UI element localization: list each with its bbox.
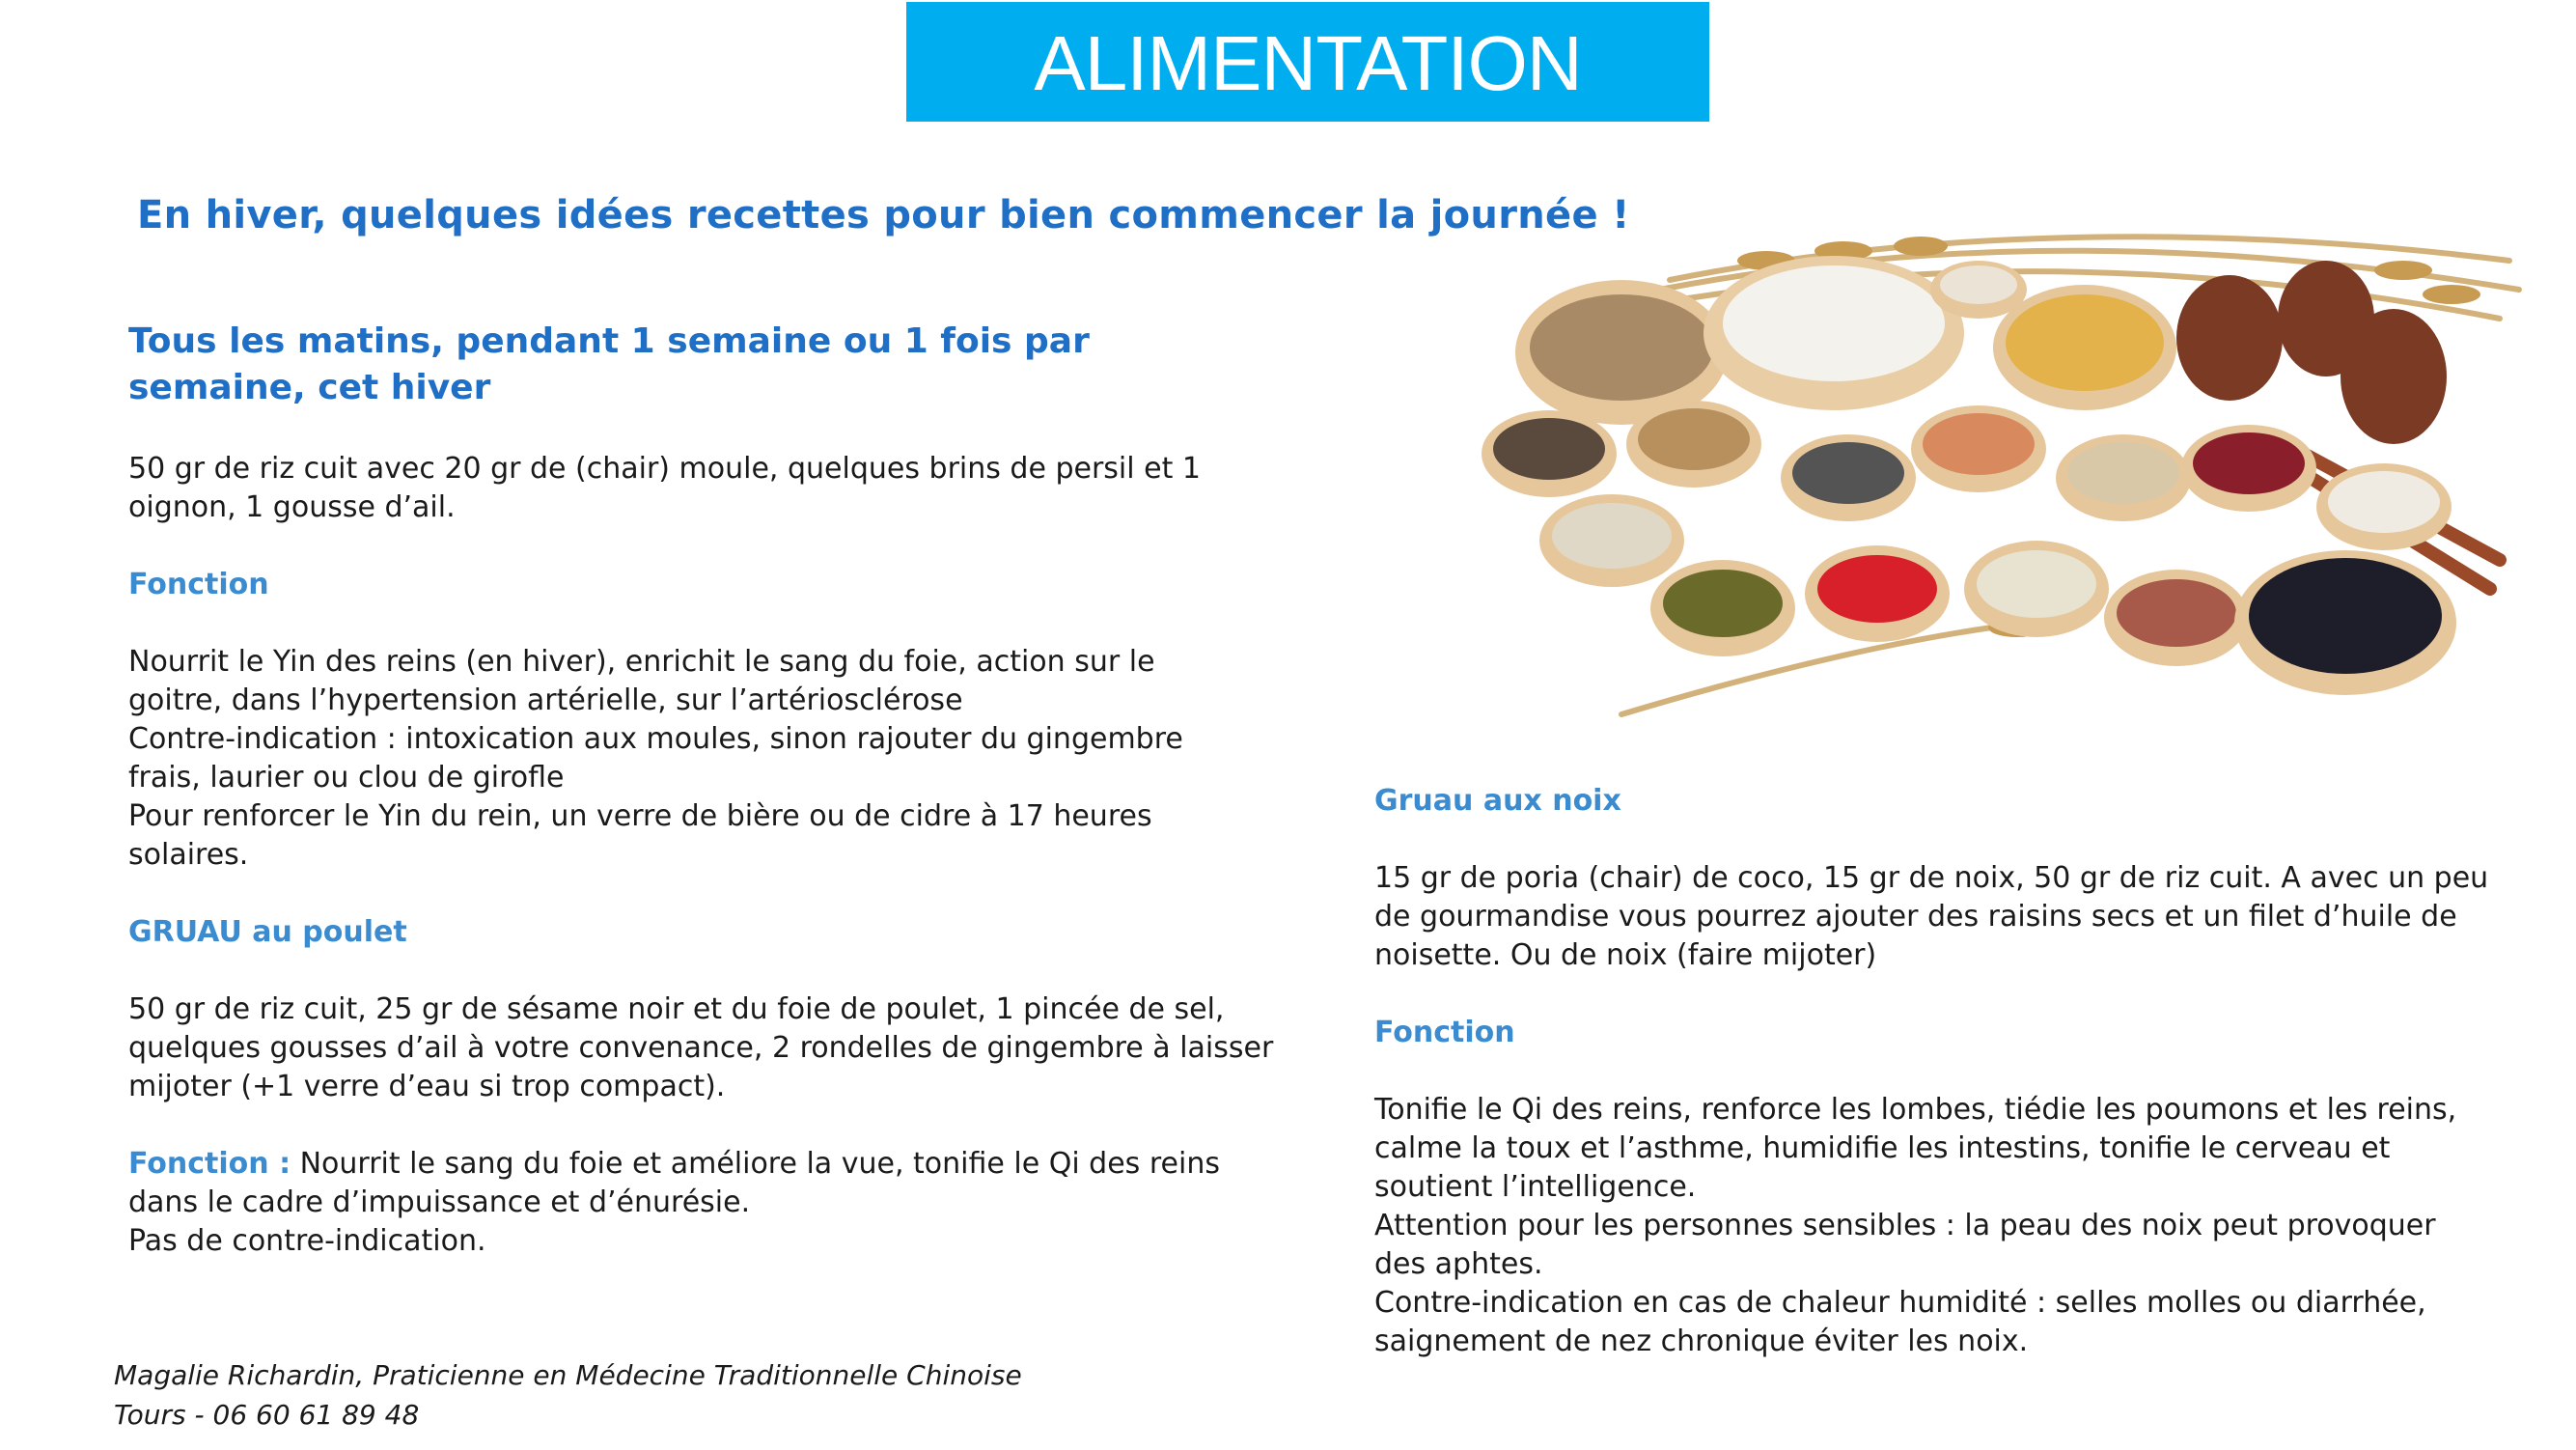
- attention-text: Attention pour les personnes sensibles : la peau des noix peut provoquer des aphtes.: [1374, 1209, 2436, 1281]
- title-banner: [906, 2, 1709, 122]
- gruau-poulet-heading: GRUAU au poulet: [128, 915, 407, 949]
- page-title: ALIMENTATION: [1034, 20, 1582, 106]
- gruau-noix-heading: Gruau aux noix: [1374, 784, 1621, 818]
- contre-indication-text: Contre-indication : intoxication aux moules, sinon rajouter du gingembre frais, laurier ou clou de girofle: [128, 722, 1183, 795]
- page-subtitle: En hiver, quelques idées recettes pour bien commencer la journée !: [137, 193, 1630, 237]
- fonction-text-line: Nourrit le Yin des reins (en hiver), enrichit le sang du foie, action sur le goitre, dans l’hypertension artérielle, sur l’artériosclérose: [128, 645, 1155, 717]
- fonction-gruau-poulet: [128, 1145, 1238, 1222]
- gruau-poulet-text: 50 gr de riz cuit, 25 gr de sésame noir et du foie de poulet, 1 pincée de sel, quelques gousses d’ail à votre convenance, 2 rondelles de gingembre à laisser mijoter (+1 verre d’eau si trop compact).: [128, 992, 1274, 1103]
- recipe-rice-mussel-text: 50 gr de riz cuit avec 20 gr de (chair) moule, quelques brins de persil et 1 oignon, 1 gousse d’ail.: [128, 452, 1201, 524]
- author-line: Magalie Richardin, Praticienne en Médecine Traditionnelle Chinoise: [114, 1359, 1022, 1391]
- gruau-noix-text: 15 gr de poria (chair) de coco, 15 gr de noix, 50 gr de riz cuit. A avec un peu de gourmandise vous pourrez ajouter des raisins secs et un filet d’huile de noisette. Ou de noix (faire mijoter): [1374, 861, 2489, 972]
- contre-indication-noix-text: Contre-indication en cas de chaleur humidité : selles molles ou diarrhée, saignement de nez chronique éviter les noix.: [1374, 1286, 2426, 1358]
- grains-and-seeds-bowls-photo: [1477, 203, 2529, 782]
- pine-cone-icon: [2176, 261, 2447, 444]
- fonction-heading: Fonction: [128, 568, 269, 601]
- right-column: [1374, 782, 2533, 1361]
- fonction-inline-text: Nourrit le sang du foie et améliore la vue, tonifie le Qi des reins dans le cadre d’impuissance et d’énurésie.: [128, 1147, 1220, 1219]
- fonction-inline-label: Fonction :: [128, 1147, 291, 1181]
- renforcer-yin-text: Pour renforcer le Yin du rein, un verre de bière ou de cidre à 17 heures solaires.: [128, 799, 1152, 872]
- recipe-intro-heading: Tous les matins, pendant 1 semaine ou 1 fois par semaine, cet hiver: [128, 321, 1090, 407]
- no-contre-indication-text: Pas de contre-indication.: [128, 1224, 486, 1258]
- fonction-noix-text: Tonifie le Qi des reins, renforce les lombes, tiédie les poumons et les reins, calme la toux et l’asthme, humidifie les intestins, tonifie le cerveau et soutient l’intelligence.: [1374, 1093, 2457, 1204]
- contact-line: Tours - 06 60 61 89 48: [114, 1399, 420, 1431]
- left-column: [128, 319, 1306, 1261]
- footer-credit: [114, 1355, 1022, 1435]
- fonction-noix-heading: Fonction: [1374, 1016, 1515, 1049]
